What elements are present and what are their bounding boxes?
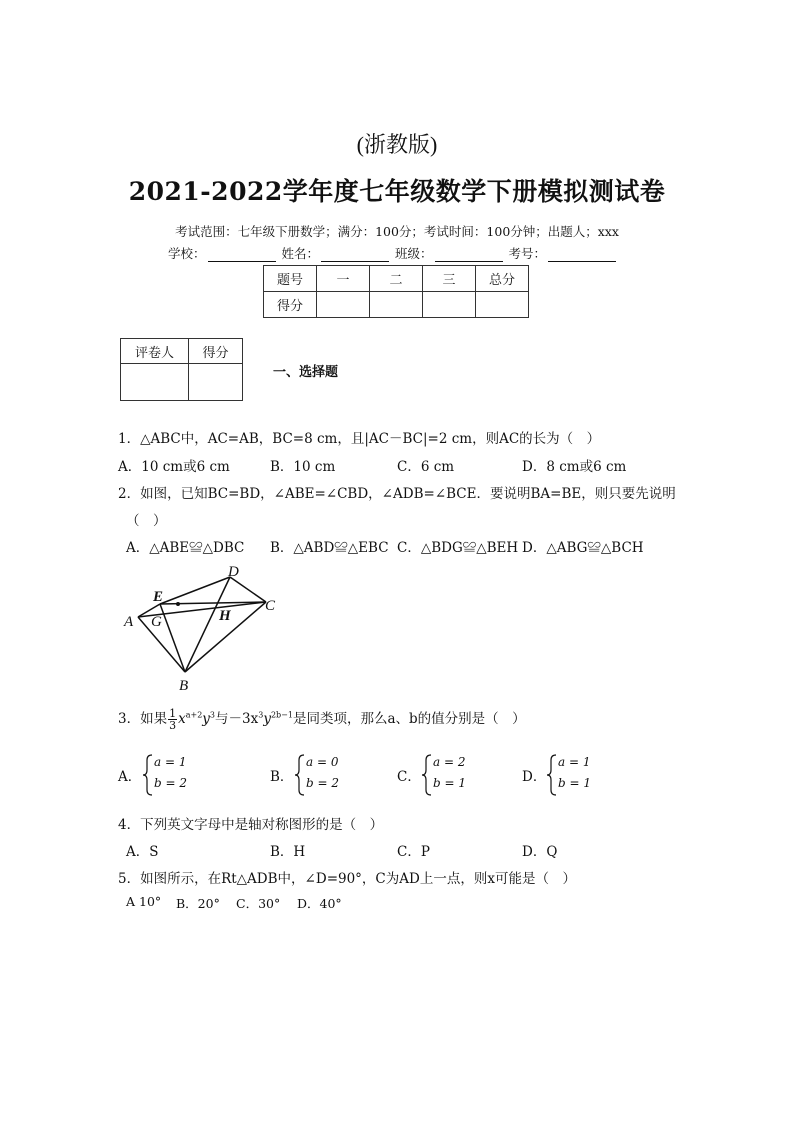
name-label: 姓名： bbox=[281, 246, 320, 261]
option-a: A．S bbox=[126, 844, 159, 860]
section-heading: 一、选择题 bbox=[273, 365, 339, 380]
option-d: D．40° bbox=[297, 896, 342, 911]
score-row-label: 得分 bbox=[264, 292, 317, 318]
label-e: E bbox=[153, 589, 164, 605]
grader-cell[interactable] bbox=[189, 364, 243, 401]
number-blank[interactable] bbox=[548, 247, 616, 262]
exponent: a+2 bbox=[185, 710, 203, 720]
equation-system bbox=[154, 752, 187, 794]
option-d: D．Q bbox=[522, 844, 558, 860]
question-1-text: 1．△ABC中，AC=AB，BC=8 cm，且|AC－BC|=2 cm，则AC的长为（ ） bbox=[118, 431, 601, 447]
equation-b: b = 1 bbox=[558, 776, 591, 790]
grader-header-cell: 评卷人 bbox=[121, 339, 189, 364]
option-a: A 10° bbox=[126, 894, 162, 909]
score-header-cell: 题号 bbox=[264, 266, 317, 292]
equation-a: a = 1 bbox=[154, 755, 187, 769]
option-b: B．H bbox=[270, 844, 306, 860]
equation-a: a = 1 bbox=[558, 755, 591, 769]
number-label: 考号： bbox=[508, 246, 547, 261]
option-c: C．P bbox=[397, 844, 430, 860]
school-label: 学校： bbox=[168, 246, 206, 261]
option-b: B．△ABD≌△EBC bbox=[270, 540, 389, 556]
equation-system bbox=[306, 752, 339, 794]
question-5-text: 5．如图所示，在Rt△ADB中，∠D=90°，C为AD上一点，则x可能是（ ） bbox=[118, 871, 576, 887]
score-table bbox=[263, 265, 529, 318]
grader-table bbox=[120, 338, 243, 401]
edition-label: (浙教版) bbox=[356, 132, 438, 157]
score-header-cell: 二 bbox=[370, 266, 423, 292]
score-header-cell: 三 bbox=[423, 266, 476, 292]
variable-y: y bbox=[263, 711, 271, 727]
variable-x: x bbox=[178, 711, 186, 727]
option-a: A．△ABE≌△DBC bbox=[126, 540, 245, 556]
segment-eb bbox=[160, 604, 185, 672]
label-d: D bbox=[228, 564, 239, 580]
option-a-label: A． bbox=[118, 769, 142, 785]
option-c: C．6 cm bbox=[397, 459, 455, 475]
equation-b: b = 2 bbox=[306, 776, 339, 790]
grader-cell[interactable] bbox=[121, 364, 189, 401]
option-c: C．△BDG≌△BEH bbox=[397, 540, 519, 556]
label-h: H bbox=[219, 608, 231, 624]
question-4-text: 4．下列英文字母中是轴对称图形的是（ ） bbox=[118, 817, 384, 833]
geometry-figure bbox=[118, 562, 288, 697]
class-label: 班级： bbox=[395, 246, 433, 261]
exam-info: 考试范围：七年级下册数学；满分：100分；考试时间：100分钟；出题人；xxx bbox=[175, 224, 619, 239]
option-d: D．8 cm或6 cm bbox=[522, 459, 627, 475]
option-c-label: C． bbox=[397, 769, 421, 785]
fraction-numerator: 1 bbox=[169, 707, 177, 720]
student-fields bbox=[168, 244, 618, 262]
equation-b: b = 2 bbox=[154, 776, 187, 790]
fraction-denominator: 3 bbox=[169, 719, 177, 732]
equation-b: b = 1 bbox=[433, 776, 466, 790]
score-cell[interactable] bbox=[370, 292, 423, 318]
score-header-cell: 一 bbox=[317, 266, 370, 292]
exponent: 2b−1 bbox=[270, 710, 293, 720]
option-b-label: B． bbox=[270, 769, 294, 785]
segment-dc bbox=[230, 577, 266, 602]
option-b: B．20° bbox=[176, 896, 220, 911]
fraction bbox=[168, 708, 177, 731]
school-blank[interactable] bbox=[208, 247, 276, 262]
equation-a: a = 2 bbox=[433, 755, 466, 769]
exponent: 3 bbox=[258, 710, 264, 720]
option-c: C．30° bbox=[236, 896, 281, 911]
class-blank[interactable] bbox=[435, 247, 503, 262]
option-b: B．10 cm bbox=[270, 459, 336, 475]
name-blank[interactable] bbox=[321, 247, 389, 262]
exam-title: 2021-2022学年度七年级数学下册模拟测试卷 bbox=[128, 177, 666, 206]
brace-icon bbox=[547, 754, 557, 796]
equation-system bbox=[433, 752, 466, 794]
question-2-text: 2．如图，已知BC=BD，∠ABE=∠CBD，∠ADB=∠BCE．要说明BA=BE，则只要先说明 bbox=[118, 486, 676, 502]
label-g: G bbox=[151, 614, 162, 630]
option-d-label: D． bbox=[522, 769, 547, 785]
label-c: C bbox=[265, 598, 276, 614]
option-d: D．△ABG≌△BCH bbox=[522, 540, 644, 556]
label-a: A bbox=[124, 614, 134, 630]
question-2-paren: （ ） bbox=[126, 513, 167, 529]
exponent: 3 bbox=[209, 710, 216, 720]
grader-header-cell: 得分 bbox=[189, 339, 243, 364]
brace-icon bbox=[422, 754, 432, 796]
equation-a: a = 0 bbox=[306, 755, 339, 769]
score-cell[interactable] bbox=[423, 292, 476, 318]
score-cell[interactable] bbox=[476, 292, 529, 318]
brace-icon bbox=[295, 754, 305, 796]
option-a: A．10 cm或6 cm bbox=[118, 459, 230, 475]
equation-system bbox=[558, 752, 591, 794]
label-b: B bbox=[179, 678, 189, 694]
question-3-prefix: 3．如果 bbox=[118, 711, 168, 727]
question-3-options bbox=[0, 752, 794, 800]
question-3-middle: 与－3x bbox=[215, 711, 259, 727]
question-3-text bbox=[118, 707, 526, 731]
score-header-cell: 总分 bbox=[476, 266, 529, 292]
variable-y: y bbox=[202, 711, 210, 727]
score-cell[interactable] bbox=[317, 292, 370, 318]
brace-icon bbox=[143, 754, 153, 796]
question-3-suffix: 是同类项，那么a、b的值分别是（ ） bbox=[292, 711, 526, 727]
